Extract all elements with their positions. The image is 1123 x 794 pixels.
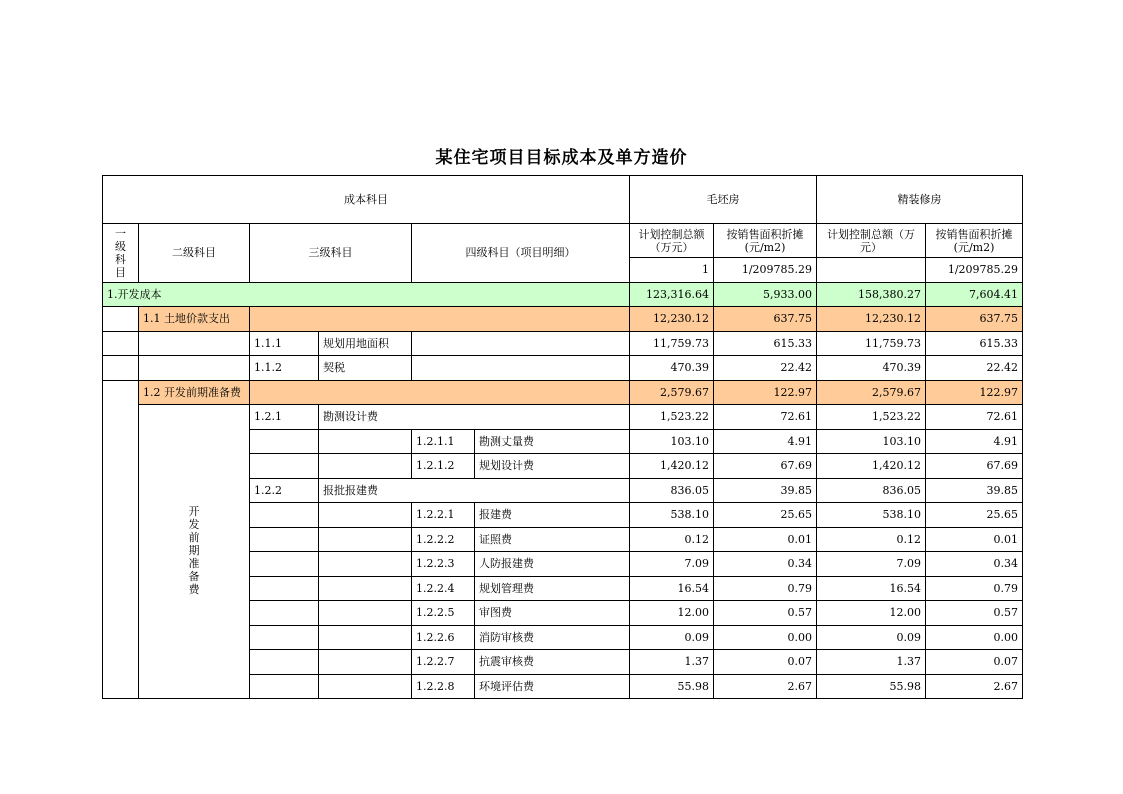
code-cell: 1.2.2.5 <box>412 601 475 626</box>
code-cell: 1.2.1 <box>250 405 319 430</box>
value-cell: 72.61 <box>926 405 1023 430</box>
value-cell: 836.05 <box>630 478 714 503</box>
code-cell: 1.1.1 <box>250 331 319 356</box>
value-cell: 637.75 <box>714 307 817 332</box>
value-cell: 67.69 <box>926 454 1023 479</box>
value-cell: 123,316.64 <box>630 282 714 307</box>
empty-cell <box>319 552 412 577</box>
value-cell: 7.09 <box>817 552 926 577</box>
name-cell: 勘测丈量费 <box>475 429 630 454</box>
code-cell: 1.2.2.8 <box>412 674 475 699</box>
value-cell: 4.91 <box>714 429 817 454</box>
cost-table <box>102 175 1023 699</box>
empty-cell <box>103 307 139 332</box>
prep-vertical-label: 开发前期准备费 <box>139 405 250 699</box>
value-cell: 39.85 <box>714 478 817 503</box>
empty-cell <box>250 576 319 601</box>
table-row <box>103 356 1023 381</box>
value-cell: 11,759.73 <box>817 331 926 356</box>
empty-cell <box>412 331 630 356</box>
value-cell: 0.00 <box>714 625 817 650</box>
value-cell: 12,230.12 <box>630 307 714 332</box>
code-cell: 1.2.2.7 <box>412 650 475 675</box>
cost-subject-header: 成本科目 <box>103 176 630 224</box>
value-cell: 0.34 <box>714 552 817 577</box>
value-cell: 103.10 <box>630 429 714 454</box>
value-cell: 2,579.67 <box>630 380 714 405</box>
value-cell: 0.07 <box>926 650 1023 675</box>
value-cell: 12.00 <box>630 601 714 626</box>
value-cell: 0.79 <box>926 576 1023 601</box>
value-cell: 0.79 <box>714 576 817 601</box>
value-cell: 7,604.41 <box>926 282 1023 307</box>
level3-header: 三级科目 <box>250 224 412 283</box>
name-cell: 规划管理费 <box>475 576 630 601</box>
empty-cell <box>319 650 412 675</box>
name-cell: 规划设计费 <box>475 454 630 479</box>
dev-cost-row <box>103 282 1023 307</box>
table-row <box>103 331 1023 356</box>
value-cell: 2.67 <box>926 674 1023 699</box>
empty-cell <box>319 674 412 699</box>
value-cell: 637.75 <box>926 307 1023 332</box>
value-cell: 22.42 <box>926 356 1023 381</box>
name-cell: 抗震审核费 <box>475 650 630 675</box>
value-cell: 22.42 <box>714 356 817 381</box>
empty-cell <box>319 454 412 479</box>
value-cell: 5,933.00 <box>714 282 817 307</box>
code-cell: 1.2.1.1 <box>412 429 475 454</box>
value-cell: 122.97 <box>926 380 1023 405</box>
value-cell: 2.67 <box>714 674 817 699</box>
value-cell: 122.97 <box>714 380 817 405</box>
empty-cell <box>412 356 630 381</box>
name-cell: 契税 <box>319 356 412 381</box>
value-cell: 0.07 <box>714 650 817 675</box>
value-cell: 538.10 <box>630 503 714 528</box>
empty-cell <box>250 503 319 528</box>
empty-cell <box>250 674 319 699</box>
name-cell: 报批报建费 <box>319 478 630 503</box>
value-cell: 0.01 <box>714 527 817 552</box>
name-cell: 报建费 <box>475 503 630 528</box>
value-cell: 16.54 <box>630 576 714 601</box>
page-title: 某住宅项目目标成本及单方造价 <box>435 148 688 168</box>
code-cell: 1.2.2.6 <box>412 625 475 650</box>
empty-cell <box>319 503 412 528</box>
prep-label: 1.2 开发前期准备费 <box>139 380 250 405</box>
empty-cell <box>250 552 319 577</box>
empty-cell <box>250 380 630 405</box>
value-cell: 11,759.73 <box>630 331 714 356</box>
empty-cell <box>319 429 412 454</box>
fine-area-ratio: 1/209785.29 <box>926 258 1023 283</box>
value-cell: 103.10 <box>817 429 926 454</box>
code-cell: 1.2.1.2 <box>412 454 475 479</box>
value-cell: 0.57 <box>714 601 817 626</box>
empty-cell <box>250 527 319 552</box>
rough-area-ratio: 1/209785.29 <box>714 258 817 283</box>
value-cell: 1,523.22 <box>630 405 714 430</box>
empty-cell <box>103 380 139 699</box>
value-cell: 16.54 <box>817 576 926 601</box>
level4-header: 四级科目（项目明细） <box>412 224 630 283</box>
level1-header: 一级科目 <box>103 224 139 283</box>
code-cell: 1.2.2 <box>250 478 319 503</box>
value-cell: 0.34 <box>926 552 1023 577</box>
rough-per-area-header: 按销售面积折摊(元/m2) <box>714 224 817 258</box>
value-cell: 538.10 <box>817 503 926 528</box>
value-cell: 25.65 <box>926 503 1023 528</box>
value-cell: 0.01 <box>926 527 1023 552</box>
rough-factor: 1 <box>630 258 714 283</box>
empty-cell <box>319 576 412 601</box>
code-cell: 1.2.2.1 <box>412 503 475 528</box>
value-cell: 72.61 <box>714 405 817 430</box>
fine-plan-total-header: 计划控制总额（万元） <box>817 224 926 258</box>
value-cell: 55.98 <box>817 674 926 699</box>
value-cell: 470.39 <box>630 356 714 381</box>
name-cell: 消防审核费 <box>475 625 630 650</box>
empty-cell <box>319 601 412 626</box>
land-label: 1.1 土地价款支出 <box>139 307 250 332</box>
value-cell: 39.85 <box>926 478 1023 503</box>
value-cell: 0.12 <box>817 527 926 552</box>
value-cell: 4.91 <box>926 429 1023 454</box>
empty-cell <box>250 307 630 332</box>
code-cell: 1.1.2 <box>250 356 319 381</box>
name-cell: 规划用地面积 <box>319 331 412 356</box>
value-cell: 1.37 <box>630 650 714 675</box>
empty-cell <box>250 454 319 479</box>
value-cell: 0.09 <box>817 625 926 650</box>
value-cell: 615.33 <box>714 331 817 356</box>
value-cell: 25.65 <box>714 503 817 528</box>
name-cell: 人防报建费 <box>475 552 630 577</box>
value-cell: 2,579.67 <box>817 380 926 405</box>
header-row-1 <box>103 176 1023 224</box>
rough-plan-total-header: 计划控制总额（万元） <box>630 224 714 258</box>
empty-cell <box>250 625 319 650</box>
value-cell: 55.98 <box>630 674 714 699</box>
empty-cell <box>250 650 319 675</box>
dev-cost-label: 1.开发成本 <box>103 282 630 307</box>
empty-cell <box>250 601 319 626</box>
value-cell: 0.00 <box>926 625 1023 650</box>
level2-header: 二级科目 <box>139 224 250 283</box>
value-cell: 0.09 <box>630 625 714 650</box>
code-cell: 1.2.2.3 <box>412 552 475 577</box>
value-cell: 0.57 <box>926 601 1023 626</box>
empty-cell <box>139 356 250 381</box>
value-cell: 67.69 <box>714 454 817 479</box>
value-cell: 12,230.12 <box>817 307 926 332</box>
fine-per-area-header: 按销售面积折摊(元/m2) <box>926 224 1023 258</box>
code-cell: 1.2.2.2 <box>412 527 475 552</box>
name-cell: 证照费 <box>475 527 630 552</box>
value-cell: 1.37 <box>817 650 926 675</box>
name-cell: 环境评估费 <box>475 674 630 699</box>
value-cell: 158,380.27 <box>817 282 926 307</box>
value-cell: 470.39 <box>817 356 926 381</box>
land-row <box>103 307 1023 332</box>
rough-house-header: 毛坯房 <box>630 176 817 224</box>
header-row-2 <box>103 224 1023 258</box>
code-cell: 1.2.2.4 <box>412 576 475 601</box>
empty-cell <box>139 331 250 356</box>
empty-cell <box>250 429 319 454</box>
value-cell: 1,420.12 <box>630 454 714 479</box>
value-cell: 836.05 <box>817 478 926 503</box>
value-cell: 615.33 <box>926 331 1023 356</box>
fine-house-header: 精装修房 <box>817 176 1023 224</box>
name-cell: 勘测设计费 <box>319 405 630 430</box>
fine-factor <box>817 258 926 283</box>
empty-cell <box>103 356 139 381</box>
value-cell: 0.12 <box>630 527 714 552</box>
table-row <box>103 405 1023 430</box>
empty-cell <box>103 331 139 356</box>
value-cell: 12.00 <box>817 601 926 626</box>
value-cell: 1,523.22 <box>817 405 926 430</box>
empty-cell <box>319 625 412 650</box>
name-cell: 审图费 <box>475 601 630 626</box>
empty-cell <box>319 527 412 552</box>
value-cell: 1,420.12 <box>817 454 926 479</box>
prep-row <box>103 380 1023 405</box>
value-cell: 7.09 <box>630 552 714 577</box>
